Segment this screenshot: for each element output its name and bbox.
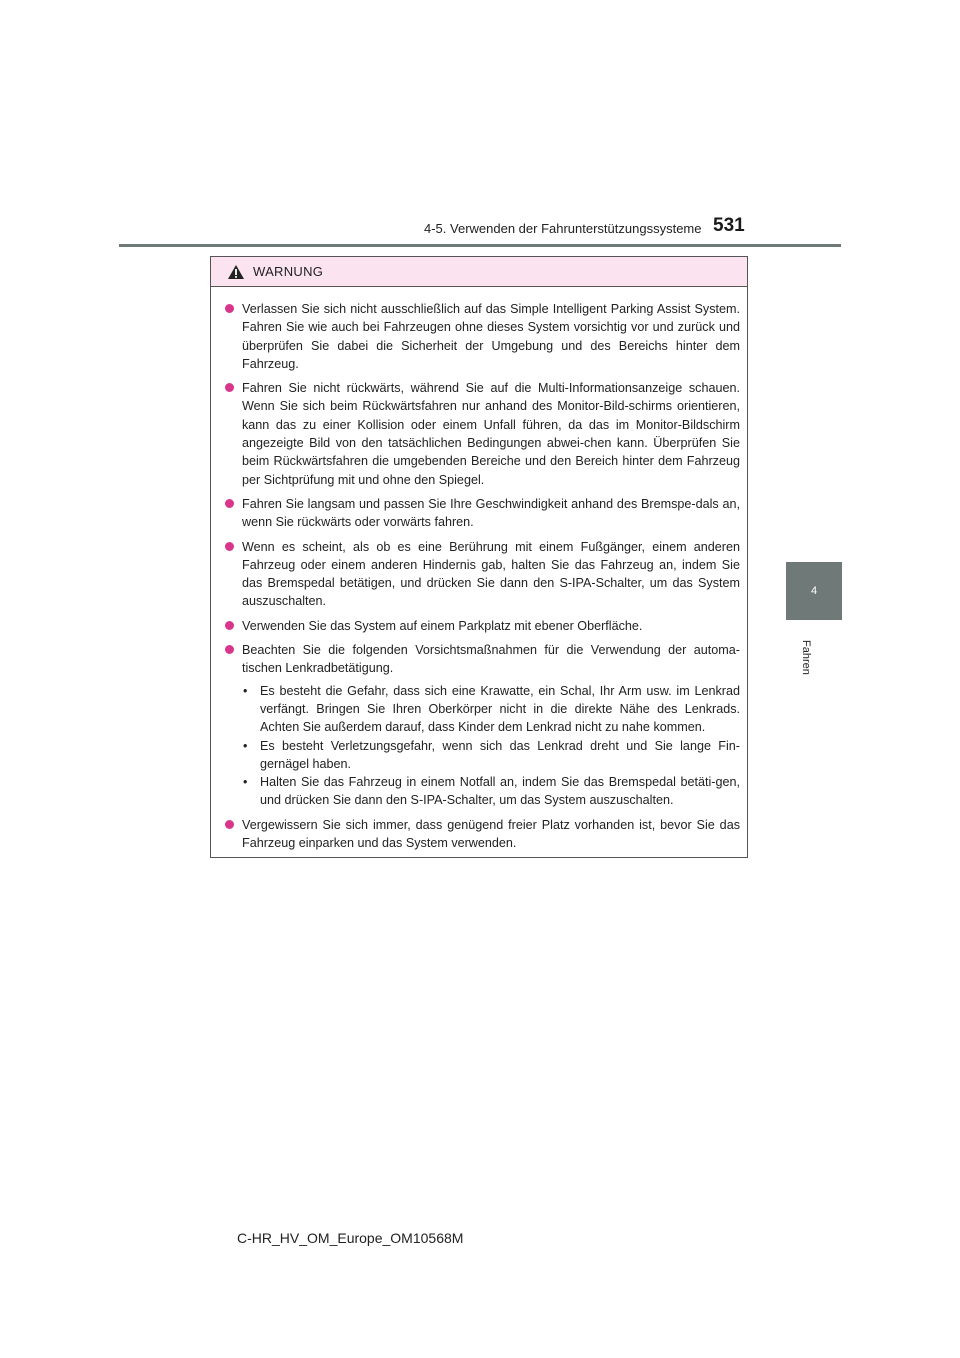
section-title: 4-5. Verwenden der Fahrunterstützungssysteme xyxy=(424,221,702,236)
warning-item-text: Wenn es scheint, als ob es eine Berührung mit einem Fußgänger, einem anderen Fahrzeug oder einem anderen Hindernis gab, halten Sie das Fahrzeug an, indem Sie das Bremspedal betätigen, und drücken Sie dann den S-IPA-Schalter, um das System auszuschalten. xyxy=(242,539,740,609)
bullet-icon xyxy=(225,621,234,630)
page-number: 531 xyxy=(713,215,745,236)
bullet-icon xyxy=(225,499,234,508)
document-code: C-HR_HV_OM_Europe_OM10568M xyxy=(237,1230,464,1246)
warning-item xyxy=(225,617,740,635)
warning-title: WARNUNG xyxy=(253,264,324,279)
bullet-icon xyxy=(225,820,234,829)
warning-item-text: Beachten Sie die folgenden Vorsichtsmaßnahmen für die Verwendung der automa-tischen Lenkradbetätigung. xyxy=(242,643,740,676)
warning-item-text: Verlassen Sie sich nicht ausschließlich auf das Simple Intelligent Parking Assist System. Fahren Sie wie auch bei Fahrzeugen ohne dieses System vorsichtig vor und zurück und überprüfen Sie dabei die Sicherheit der Umgebung und des Bereichs hinter dem Fahrzeug. xyxy=(242,302,740,371)
warning-body xyxy=(211,287,747,852)
chapter-number: 4 xyxy=(810,585,818,597)
warning-item-text: Verwenden Sie das System auf einem Parkplatz mit ebener Oberfläche. xyxy=(242,618,643,633)
warning-header xyxy=(211,257,747,287)
bullet-icon xyxy=(225,304,234,313)
warning-box xyxy=(210,256,748,858)
sub-bullet: • xyxy=(243,738,248,753)
sub-bullet: • xyxy=(243,775,248,790)
warning-item xyxy=(225,538,740,611)
sub-item-text: Es besteht die Gefahr, dass sich eine Krawatte, ein Schal, Ihr Arm usw. im Lenkrad verfängt. Bringen Sie Ihren Oberkörper nicht in die direkte Nähe des Lenkrads. Achten Sie außerdem darauf, dass Kinder dem Lenkrad nicht zu nahe kommen. xyxy=(260,683,740,735)
warning-item-text: Fahren Sie langsam und passen Sie Ihre Geschwindigkeit anhand des Bremspe-dals an, wenn Sie rückwärts oder vorwärts fahren. xyxy=(242,496,740,530)
header-divider xyxy=(119,244,841,247)
sub-bullet: • xyxy=(243,683,248,698)
chapter-label: Fahren xyxy=(800,640,812,675)
bullet-icon xyxy=(225,645,234,654)
sub-list-item xyxy=(242,737,740,774)
sub-item-text: Halten Sie das Fahrzeug in einem Notfall an, indem Sie das Bremspedal betäti-gen, und drücken Sie dann den S-IPA-Schalter, um das System auszuschalten. xyxy=(260,775,740,808)
warning-item-text: Vergewissern Sie sich immer, dass genügend freier Platz vorhanden ist, bevor Sie das Fahrzeug einparken und das System verwenden. xyxy=(242,817,740,851)
warning-item xyxy=(225,300,740,373)
chapter-tab xyxy=(786,562,842,620)
sub-list-item xyxy=(242,773,740,810)
bullet-icon xyxy=(225,383,234,392)
bullet-icon xyxy=(225,542,234,551)
warning-item-text: Fahren Sie nicht rückwärts, während Sie auf die Multi-Informationsanzeige schauen. Wenn Sie sich beim Rückwärtsfahren nur anhand des Monitor-Bild-schirms orientieren, kann das zu einer Kollision oder einem Unfall führen, da das im Monitor-Bildschirm angezeigte Bild von den tatsächlichen Bedingungen abwei-chen kann. Überprüfen Sie beim Rückwärtsfahren die umgebenden Bereiche und den Bereich hinter dem Fahrzeug per Sichtprüfung mit und ohne den Spiegel. xyxy=(242,381,740,487)
sub-item-text: Es besteht Verletzungsgefahr, wenn sich das Lenkrad dreht und Sie lange Fin-gernägel haben. xyxy=(260,738,740,771)
warning-item xyxy=(225,495,740,532)
sub-list-item xyxy=(242,682,740,737)
sub-list xyxy=(242,682,740,810)
warning-item xyxy=(225,816,740,853)
warning-triangle-icon xyxy=(227,264,245,280)
warning-item xyxy=(225,379,740,489)
warning-item xyxy=(225,641,740,810)
